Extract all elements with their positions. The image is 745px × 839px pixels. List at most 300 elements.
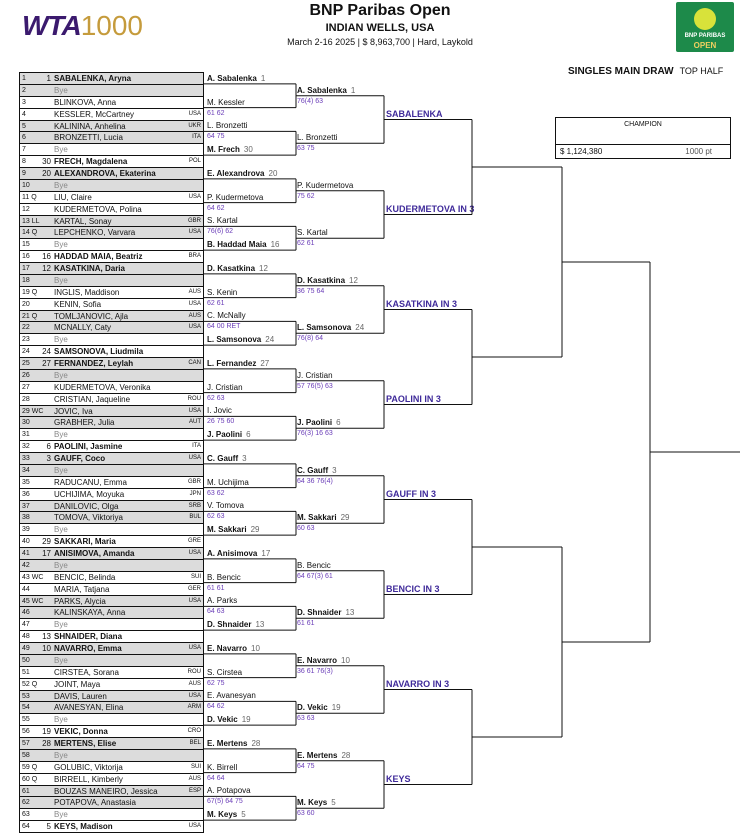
entry-number: 45 WC (22, 597, 44, 605)
entry-name: Bye (54, 430, 68, 440)
entry-number: 50 (22, 656, 30, 664)
entry-name: MERTENS, Elise (54, 739, 117, 748)
entry-number: 11 Q (22, 193, 37, 201)
round3-winner-name: M. Sakkari (297, 513, 337, 523)
round3-winner-name: E. Navarro (297, 655, 338, 665)
draw-entry (19, 452, 204, 464)
entry-number: 14 Q (22, 229, 38, 237)
draw-entry (19, 155, 204, 167)
entry-name: TOMLJANOVIC, Ajla (54, 311, 129, 321)
round3-winner-name: B. Bencic (297, 560, 331, 570)
round2-winner (207, 98, 245, 108)
round3-score: 64 67(3) 61 (297, 572, 333, 580)
entry-number: 22 (22, 324, 30, 332)
round3-winner (297, 798, 336, 808)
tier-logo-text: 1000 (80, 10, 143, 41)
entry-nationality: GBR (187, 217, 201, 224)
entry-number: 30 (22, 419, 30, 427)
draw-entry (19, 595, 204, 607)
round2-winner-name: E. Avanesyan (207, 691, 256, 701)
round2-winner (207, 454, 247, 464)
draw-entry (19, 737, 204, 749)
round2-winner-name: P. Kudermetova (207, 192, 264, 202)
round3-score: 61 61 (297, 620, 315, 628)
round2-winner (207, 288, 237, 298)
entry-seed: 29 (42, 537, 51, 547)
entry-number: 35 (22, 478, 30, 486)
round3-winner-name: D. Vekic (297, 703, 328, 713)
entry-nationality: USA (188, 692, 201, 699)
entry-nationality: BUL (189, 514, 201, 521)
round2-winner-seed: 1 (260, 73, 266, 83)
draw-title (568, 66, 723, 77)
entry-name: JOVIC, Iva (54, 406, 93, 416)
round2-winner-seed: 24 (265, 335, 275, 345)
round2-score: 61 62 (207, 109, 225, 117)
draw-entry (19, 488, 204, 500)
round2-winner-name: M. Frech (207, 145, 240, 155)
draw-entry (19, 630, 204, 642)
round3-winner (297, 323, 364, 333)
entry-number: 8 (22, 158, 26, 166)
round2-winner-name: V. Tomova (207, 501, 244, 511)
entry-name: CIRSTEA, Sorana (54, 667, 119, 677)
round3-score: 76(4) 63 (297, 97, 324, 105)
round2-winner (207, 668, 242, 678)
round2-score: 64 64 (207, 774, 225, 782)
entry-number: 34 (22, 466, 30, 474)
round3-score: 76(8) 64 (297, 335, 324, 343)
champion-prize: $ 1,124,380 (560, 147, 603, 156)
entry-nationality: USA (188, 324, 201, 331)
entry-number: 5 (22, 122, 26, 130)
round3-winner-seed: 19 (331, 703, 341, 713)
entry-seed: 24 (42, 347, 51, 357)
entry-name: KASATKINA, Daria (54, 264, 125, 273)
entry-name: NAVARRO, Emma (54, 644, 122, 653)
entry-seed: 20 (42, 169, 51, 178)
draw-entry (19, 571, 204, 583)
round3-winner-seed: 10 (341, 655, 350, 665)
entry-number: 10 (22, 181, 30, 189)
entry-number: 16 (22, 253, 30, 261)
entry-number: 9 (22, 170, 26, 177)
round3-winner-name: S. Kartal (297, 228, 328, 238)
draw-entry (19, 500, 204, 512)
entry-number: 52 Q (22, 680, 38, 688)
entry-nationality: SUI (190, 573, 201, 580)
draw-entry (19, 191, 204, 203)
entry-nationality: USA (188, 550, 201, 556)
draw-entry (19, 250, 204, 262)
entry-number: 37 (22, 502, 30, 510)
entry-name: MARIA, Tatjana (54, 584, 110, 594)
round2-score: 63 62 (207, 489, 225, 497)
draw-entry (19, 405, 204, 417)
entry-name: KEYS, Madison (54, 822, 113, 832)
round2-winner-name: M. Keys (207, 810, 238, 820)
entry-number: 7 (22, 146, 26, 154)
round2-winner-name: S. Kartal (207, 216, 238, 226)
entry-nationality: BRA (188, 253, 201, 260)
entry-nationality: AUS (188, 775, 201, 782)
draw-entry (19, 713, 204, 725)
round2-winner (207, 335, 274, 345)
entry-nationality: GRE (187, 538, 201, 545)
round2-winner-seed: 27 (260, 358, 270, 368)
round3-winner (297, 466, 337, 476)
draw-entry (19, 428, 204, 440)
entry-seed: 19 (42, 727, 51, 737)
round2-winner (207, 810, 246, 820)
round2-winner-name: E. Mertens (207, 738, 248, 748)
champion-line (556, 144, 730, 145)
draw-entry (19, 440, 204, 452)
section-summary: KEYS (386, 773, 411, 784)
round3-winner (297, 608, 354, 618)
entry-name: DANILOVIC, Olga (54, 501, 119, 511)
draw-entry (19, 785, 204, 797)
round2-score: 62 63 (207, 513, 225, 521)
round2-winner (207, 501, 244, 511)
entry-number: 39 (22, 526, 30, 534)
entry-number: 4 (22, 110, 26, 118)
entry-name: VEKIC, Donna (54, 727, 108, 737)
round3-winner-seed: 12 (349, 275, 358, 285)
round2-winner (207, 145, 253, 155)
round2-winner-name: M. Kessler (207, 97, 245, 107)
entry-name: KARTAL, Sonay (54, 216, 112, 226)
entry-name: Bye (54, 750, 68, 760)
round2-winner-name: A. Sabalenka (207, 73, 257, 83)
entry-name: ANISIMOVA, Amanda (54, 549, 135, 558)
entry-seed: 3 (46, 454, 51, 463)
entry-name: LIU, Claire (54, 192, 92, 202)
round3-score: 57 76(5) 63 (297, 382, 333, 390)
entry-name: AVANESYAN, Elina (54, 703, 124, 713)
round2-winner-name: S. Kenin (207, 287, 238, 297)
round2-winner-name: D. Shnaider (207, 620, 252, 630)
draw-entry (19, 761, 204, 773)
entry-nationality: USA (188, 645, 201, 651)
tournament-meta: March 2-16 2025 | $ 8,963,700 | Hard, Laykold (287, 37, 473, 47)
round2-winner (207, 264, 268, 274)
entry-number: 36 (22, 490, 30, 498)
entry-name: POTAPOVA, Anastasia (54, 798, 136, 808)
section-summary: GAUFF IN 3 (386, 488, 437, 499)
draw-entry (19, 416, 204, 428)
entry-name: PARKS, Alycia (54, 596, 106, 606)
draw-entry (19, 701, 204, 713)
round2-winner (207, 549, 270, 559)
draw-half: TOP HALF (679, 66, 724, 76)
draw-entry (19, 286, 204, 298)
round2-winner-name: J. Paolini (207, 430, 243, 440)
entry-nationality: UKR (188, 122, 201, 129)
round2-winner-name: B. Haddad Maia (207, 240, 267, 250)
entry-number: 59 Q (22, 763, 38, 771)
entry-number: 57 (22, 740, 30, 747)
round2-winner-seed: 12 (259, 263, 268, 273)
entry-name: Bye (54, 465, 68, 475)
entry-number: 2 (22, 86, 26, 94)
entry-seed: 16 (42, 252, 51, 262)
entry-seed: 27 (42, 359, 51, 368)
entry-number: 56 (22, 728, 30, 736)
round2-winner (207, 121, 247, 131)
entry-nationality: ROU (187, 668, 201, 675)
entry-name: DAVIS, Lauren (54, 691, 107, 701)
draw-entry (19, 333, 204, 345)
entry-number: 18 (22, 276, 30, 284)
section-summary: KASATKINA IN 3 (386, 298, 458, 309)
entry-name: Bye (54, 655, 68, 665)
entry-name: RADUCANU, Emma (54, 477, 127, 487)
round3-winner-seed: 28 (341, 750, 351, 760)
entry-number: 21 Q (22, 312, 38, 320)
entry-name: KALINSKAYA, Anna (54, 608, 126, 618)
entry-number: 42 (22, 561, 30, 569)
entry-name: BRONZETTI, Lucia (54, 133, 123, 143)
draw-entry (19, 535, 204, 547)
entry-name: LEPCHENKO, Varvara (54, 228, 136, 238)
round3-score: 63 60 (297, 810, 315, 818)
entry-name: Bye (54, 275, 68, 285)
entry-number: 58 (22, 751, 30, 759)
draw-entry (19, 321, 204, 333)
entry-nationality: USA (188, 110, 201, 117)
round2-winner-name: J. Cristian (207, 382, 243, 392)
round3-winner (297, 703, 341, 713)
round2-winner-seed: 20 (268, 168, 278, 178)
draw-entry (19, 678, 204, 690)
entry-number: 61 (22, 787, 30, 795)
round2-winner-name: B. Bencic (207, 572, 241, 582)
round2-score: 76(6) 62 (207, 228, 234, 236)
round3-score: 36 75 64 (297, 287, 325, 295)
round2-winner-name: E. Alexandrova (207, 168, 265, 178)
draw-entry (19, 262, 204, 274)
round2-winner (207, 620, 264, 630)
entry-nationality: AUS (188, 288, 201, 295)
entry-nationality: ROU (187, 395, 201, 402)
entry-number: 3 (22, 98, 26, 106)
entry-name: BOUZAS MANEIRO, Jessica (54, 786, 158, 796)
round3-score: 64 36 76(4) (297, 477, 333, 485)
round2-winner (207, 786, 251, 796)
entry-number: 28 (22, 395, 30, 403)
entry-name: Bye (54, 180, 68, 190)
entry-seed: 13 (42, 632, 51, 642)
draw-entry (19, 654, 204, 666)
bnp-paribas-open-logo (676, 2, 734, 52)
entry-number: 15 (22, 241, 30, 249)
entry-name: SABALENKA, Aryna (54, 74, 132, 83)
round2-winner-name: A. Potapova (207, 786, 251, 796)
round2-winner (207, 406, 232, 416)
entry-number: 29 WC (22, 407, 44, 415)
round2-winner (207, 74, 265, 84)
round2-winner-name: A. Anisimova (207, 548, 258, 558)
draw-entry (19, 820, 204, 832)
entry-number: 53 (22, 692, 30, 700)
round2-winner (207, 739, 260, 749)
round3-score: 60 63 (297, 525, 315, 533)
round2-winner-name: M. Uchijima (207, 477, 249, 487)
round2-winner-seed: 17 (261, 548, 271, 558)
entry-number: 25 (22, 360, 30, 367)
entry-number: 24 (22, 348, 30, 356)
entry-number: 40 (22, 538, 30, 546)
entry-nationality: USA (188, 455, 201, 461)
draw-entry (19, 179, 204, 191)
draw-entry (19, 298, 204, 310)
entry-nationality: BEL (189, 740, 201, 746)
round2-score: 64 75 (207, 133, 225, 141)
entry-nationality: GBR (187, 478, 201, 485)
draw-entry (19, 203, 204, 215)
round3-winner-name: J. Cristian (297, 370, 333, 380)
entry-number: 47 (22, 621, 30, 629)
draw-entry (19, 274, 204, 286)
round2-winner (207, 691, 256, 701)
entry-number: 46 (22, 609, 30, 617)
section-summary: NAVARRO IN 3 (386, 678, 450, 689)
round2-winner-name: K. Birrell (207, 762, 238, 772)
round3-winner-seed: 5 (331, 798, 336, 808)
draw-entry (19, 238, 204, 250)
entry-name: Bye (54, 715, 68, 725)
draw-entry (19, 393, 204, 405)
entry-name: BLINKOVA, Anna (54, 97, 117, 107)
entry-number: 43 WC (22, 573, 44, 581)
round2-winner-seed: 13 (255, 620, 265, 630)
round3-winner (297, 86, 355, 96)
draw-entry (19, 72, 204, 84)
draw-entry (19, 749, 204, 761)
entry-seed: 6 (46, 442, 51, 452)
round2-winner-seed: 30 (243, 145, 253, 155)
round2-score: 64 62 (207, 204, 225, 212)
entry-seed: 5 (46, 822, 51, 832)
round3-score: 36 61 76(3) (297, 667, 333, 675)
entry-number: 20 (22, 300, 30, 308)
entry-number: 33 (22, 455, 30, 462)
draw-entry (19, 131, 204, 143)
round2-score: 62 63 (207, 394, 225, 402)
entry-nationality: ITA (192, 134, 201, 141)
entry-name: Bye (54, 560, 68, 570)
round2-score: 61 61 (207, 584, 225, 592)
entry-nationality: CAN (188, 360, 201, 366)
entry-name: INGLIS, Maddison (54, 287, 120, 297)
round3-score: 75 62 (297, 192, 315, 200)
draw-entry (19, 143, 204, 155)
entry-name: Bye (54, 335, 68, 345)
entry-nationality: AUT (189, 419, 201, 426)
entry-seed: 28 (42, 739, 51, 748)
round2-winner-seed: 6 (246, 430, 251, 440)
entry-name: JOINT, Maya (54, 679, 101, 689)
entry-name: CRISTIAN, Jaqueline (54, 394, 131, 404)
draw-entry (19, 808, 204, 820)
entry-number: 41 (22, 550, 30, 557)
draw-entry (19, 559, 204, 571)
entry-nationality: SUI (190, 763, 201, 770)
entry-number: 49 (22, 645, 30, 652)
entry-number: 48 (22, 633, 30, 641)
section-summary: PAOLINI IN 3 (386, 393, 441, 404)
entry-name: BIRRELL, Kimberly (54, 774, 123, 784)
entry-name: KESSLER, McCartney (54, 109, 135, 119)
draw-entry (19, 606, 204, 618)
entry-name: KENIN, Sofia (54, 299, 102, 309)
round2-winner (207, 169, 277, 179)
round2-winner-name: S. Cirstea (207, 667, 243, 677)
draw-entry (19, 796, 204, 808)
entry-name: TOMOVA, Viktoriya (54, 513, 123, 523)
round2-winner-name: C. McNally (207, 311, 246, 321)
round3-winner-seed: 3 (332, 465, 337, 475)
round3-winner-seed: 13 (345, 608, 355, 618)
entry-nationality: USA (188, 300, 201, 307)
draw-entry (19, 357, 204, 369)
entry-name: Bye (54, 240, 68, 250)
entry-name: Bye (54, 145, 68, 155)
entry-name: GRABHER, Julia (54, 418, 115, 428)
entry-seed: 17 (42, 549, 51, 558)
draw-entry (19, 381, 204, 393)
round3-winner (297, 181, 353, 191)
round3-score: 63 63 (297, 715, 315, 723)
round2-score: 64 00 RET (207, 323, 241, 331)
round2-winner-seed: 16 (270, 240, 280, 250)
entry-number: 26 (22, 371, 30, 379)
round3-winner-name: L. Samsonova (297, 323, 352, 333)
round3-winner-seed: 1 (350, 85, 356, 95)
entry-nationality: ARM (187, 704, 201, 711)
round3-winner-seed: 29 (340, 513, 350, 523)
entry-number: 54 (22, 704, 30, 712)
entry-number: 32 (22, 443, 30, 451)
entry-seed: 30 (42, 157, 51, 167)
entry-nationality: USA (188, 193, 201, 200)
entry-name: SAKKARI, Maria (54, 537, 116, 547)
round2-winner (207, 311, 246, 321)
entry-number: 62 (22, 799, 30, 807)
section-summary: BENCIC IN 3 (386, 583, 440, 594)
entry-nationality: USA (188, 229, 201, 236)
draw-entry (19, 120, 204, 132)
entry-name: FERNANDEZ, Leylah (54, 359, 134, 368)
entry-number: 55 (22, 716, 30, 724)
entry-name: FRECH, Magdalena (54, 157, 128, 167)
draw-entry (19, 642, 204, 654)
round2-winner (207, 216, 238, 226)
entry-nationality: AUS (188, 680, 201, 687)
round2-score: 64 62 (207, 703, 225, 711)
draw-entry (19, 725, 204, 737)
round2-score: 64 63 (207, 608, 225, 616)
entry-number: 27 (22, 383, 30, 391)
entry-name: UCHIJIMA, Moyuka (54, 489, 125, 499)
draw-entry (19, 369, 204, 381)
entry-name: KUDERMETOVA, Veronika (54, 382, 151, 392)
round2-winner (207, 383, 243, 393)
draw-entry (19, 215, 204, 227)
round3-winner-name: M. Keys (297, 798, 328, 808)
entry-name: Bye (54, 85, 68, 95)
